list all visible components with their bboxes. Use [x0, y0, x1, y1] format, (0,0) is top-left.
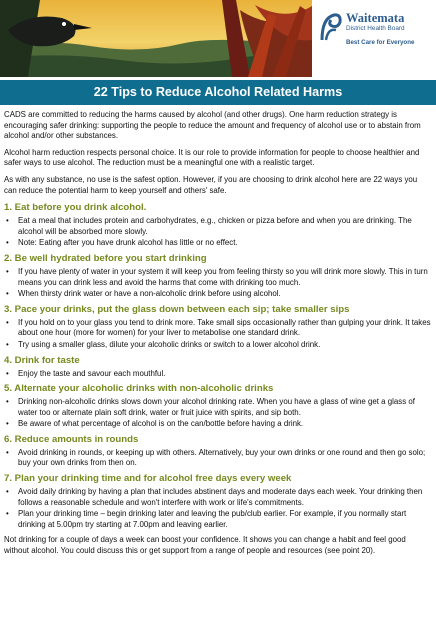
- tui-bird-harbour-illustration: [0, 0, 312, 77]
- tip-heading: 1. Eat before you drink alcohol.: [4, 202, 147, 214]
- tip-bullet-list: [4, 318, 432, 351]
- tip-bullet: • Note: Eating after you have drunk alcohol has little or no effect.: [4, 238, 432, 249]
- tip-heading: 4. Drink for taste: [4, 354, 80, 366]
- tip-bullet: • If you have plenty of water in your system it will keep you from feeling thirsty so you will drink more slowly. This in turn means you can drink less and avoid the harms that come with drinking too much.: [4, 267, 432, 288]
- logo-name: Waitemata: [346, 11, 405, 25]
- tip-section: [4, 473, 432, 530]
- tip-heading: 2. Be well hydrated before you start drinking: [4, 252, 207, 264]
- tip-bullet: • Avoid daily drinking by having a plan that includes abstinent days and moderate days each week. Your drinking then follows a reasonable schedule and won't interfere with work or life's commitments.: [4, 487, 432, 508]
- koru-logo-icon: [320, 12, 342, 42]
- page-header: [0, 0, 436, 77]
- tip-heading: 3. Pace your drinks, put the glass down between each sip; take smaller sips: [4, 303, 350, 315]
- logo-tagline: Best Care for Everyone: [346, 39, 415, 46]
- document-body: [4, 110, 432, 563]
- tip-bullet-list: [4, 448, 432, 469]
- tip-bullet: • Avoid drinking in rounds, or keeping up with others. Alternatively, buy your own drinks or one round and then go solo; buy your own drinks from then on.: [4, 448, 432, 469]
- tip-bullet: • Plan your drinking time – begin drinking later and leaving the pub/club earlier. For example, if you normally start drinking at 5.00pm try starting at 7.00pm and leaving earlier.: [4, 509, 432, 530]
- tip-section: [4, 202, 432, 249]
- tip-bullet: • If you hold on to your glass you tend to drink more. Take small sips occasionally rather than gulping your drink. It takes about one hour (more for women) for your liver to metabolise one standard drink.: [4, 318, 432, 339]
- intro-paragraph: As with any substance, no use is the safest option. However, if you are choosing to drink alcohol here are 22 ways you can reduce the potential harm to keep yourself and others' safe.: [4, 174, 418, 195]
- tip-section: [4, 253, 432, 300]
- dhb-logo: [312, 0, 436, 77]
- tip-heading: 7. Plan your drinking time and for alcohol free days every week: [4, 473, 292, 485]
- tip-heading: 6. Reduce amounts in rounds: [4, 433, 139, 445]
- closing-paragraph: Not drinking for a couple of days a week can boost your confidence. It shows you can change a habit and feel good without alcohol. You could discuss this or get support from a range of people and resources (see point 20).: [4, 535, 406, 556]
- tip-bullet-list: [4, 397, 432, 430]
- tip-section: [4, 383, 432, 430]
- tip-bullet: • Try using a smaller glass, dilute your alcoholic drinks or switch to a lower alcohol drink.: [4, 340, 432, 351]
- intro-paragraph: CADS are committed to reducing the harms caused by alcohol (and other drugs). One harm reduction strategy is encouraging safer drinking: supporting the people to reduce the amount and frequency of alcohol use or to abstain from alcohol and/or other substances.: [4, 110, 421, 141]
- tip-heading: 5. Alternate your alcoholic drinks with non-alcoholic drinks: [4, 383, 274, 395]
- tip-bullet-list: [4, 369, 432, 380]
- tip-bullet-list: [4, 267, 432, 300]
- tip-bullet: • Eat a meal that includes protein and carbohydrates, e.g., chicken or pizza before and when you are drinking. The alcohol will be absorbed more slowly.: [4, 216, 432, 237]
- page-title: 22 Tips to Reduce Alcohol Related Harms: [0, 80, 436, 105]
- tip-bullet-list: [4, 216, 432, 249]
- header-banner-image: [0, 0, 312, 77]
- logo-subtitle: District Health Board: [346, 25, 405, 32]
- tip-bullet-list: [4, 487, 432, 530]
- tip-section: [4, 304, 432, 351]
- intro-paragraph: Alcohol harm reduction respects personal choice. It is our role to provide information for people to choose healthier and safer ways to use alcohol. The reduction must be a meaningful one with a realistic target.: [4, 147, 420, 168]
- tip-section: [4, 434, 432, 469]
- tip-bullet: • Enjoy the taste and savour each mouthful.: [4, 369, 432, 380]
- tip-section: [4, 355, 432, 380]
- tip-bullet: • Be aware of what percentage of alcohol is on the can/bottle before having a drink.: [4, 419, 432, 430]
- tip-bullet: • Drinking non-alcoholic drinks slows down your alcohol drinking rate. When you have a glass of wine get a glass of water too or alternate plain soft drink, water or fruit juice with spirits, and sip both.: [4, 397, 432, 418]
- tip-bullet: • When thirsty drink water or have a non-alcoholic drink before using alcohol.: [4, 289, 432, 300]
